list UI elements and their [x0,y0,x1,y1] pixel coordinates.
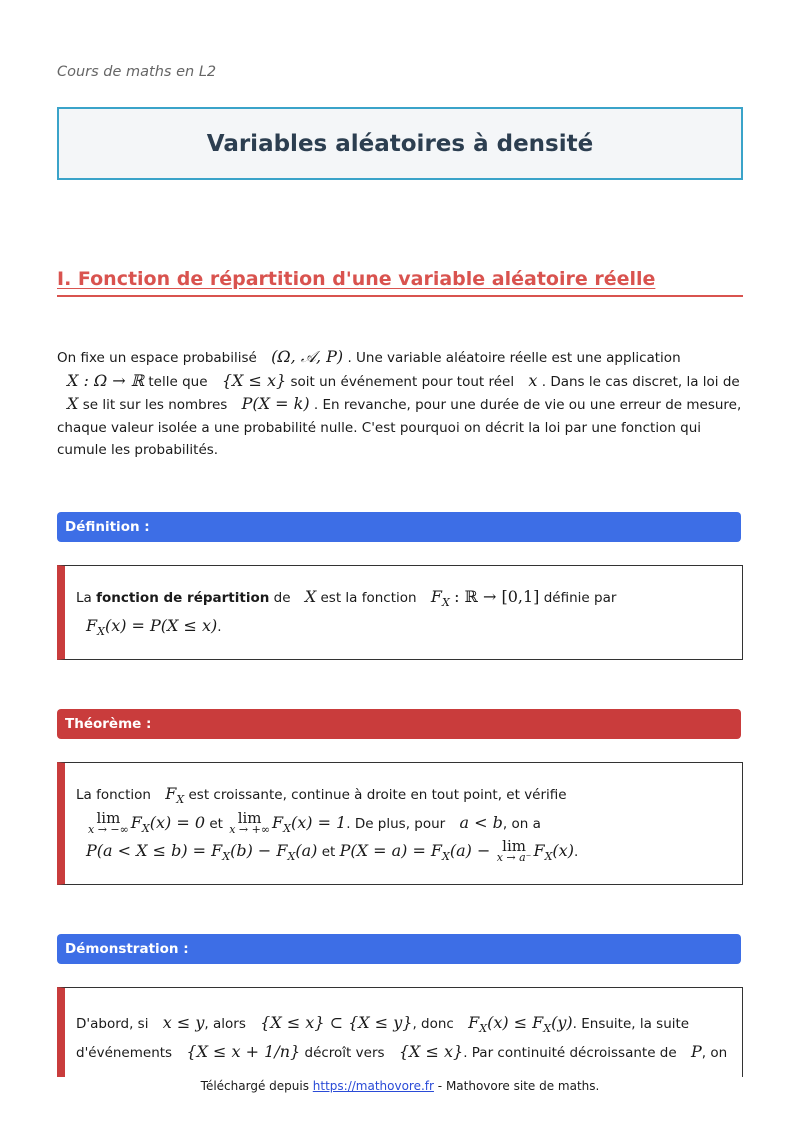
demonstration-box [57,987,743,1077]
math-event: {X ≤ x} [398,1041,464,1061]
thm-text: et [321,844,336,860]
math-FX: F [272,812,284,832]
math-subscript: X [287,850,296,863]
theorem-box [57,762,743,885]
footer-prefix: Téléchargé depuis [200,1079,309,1093]
math-event-inclusion: {X ≤ x} ⊂ {X ≤ y} [260,1013,413,1032]
math-FX: F [165,784,177,803]
intro-text: se lit sur les nombres [82,397,228,413]
math-a-less-b: a < b [459,812,503,832]
demo-text: D'abord, si [76,1016,149,1032]
demo-text: . Ensuite, la suite d'événements [76,1016,690,1061]
intro-text: . En revanche, pour une durée de vie ou une erreur de mesure, chaque valeur isolée a une probabilité nulle. C'est pourquoi on décrit la loi par une fonction qui cumule les probabilités. [57,397,742,458]
math-subscript: X [176,793,185,806]
math-point-prob: (a) − [449,841,491,860]
def-text: La [76,590,92,606]
def-text: définie par [543,590,617,606]
math-codomain: : ℝ → [0,1] [454,587,540,606]
math-pxk: P(X = k) [241,394,310,413]
demonstration-label: Démonstration : [65,941,189,957]
footer [0,1079,800,1093]
math-X: X [67,394,79,413]
math-subscript: X [543,1022,552,1035]
intro-text: On fixe un espace probabilisé [57,350,257,366]
math-cdf-def: (x) = P(X ≤ x) [104,615,218,635]
math-subscript: X [141,821,150,835]
section-heading-box [57,268,743,297]
demo-text: , donc [412,1016,454,1032]
def-text: est la fonction [320,590,417,606]
intro-paragraph [57,346,743,462]
definition-label: Définition : [65,519,150,535]
math-point-prob: (x) [552,841,574,860]
math-subscript: X [222,850,231,863]
math-subscript: X [97,624,105,638]
math-monotone: (x) ≤ F [487,1013,544,1032]
math-point-prob: P(X = a) = F [339,841,443,860]
limit-plus-infinity: lim x → +∞ [229,808,271,836]
thm-text: et [209,815,223,832]
thm-text: . De plus, pour [346,815,446,832]
math-x: x [528,370,538,390]
footer-link[interactable]: https://mathovore.fr [312,1079,434,1093]
demonstration-header [57,934,741,964]
math-limit-value: (x) = 1 [290,812,347,832]
math-interval-prob: P(a < X ≤ b) = F [86,841,223,860]
intro-text: . Une variable aléatoire réelle est une application [347,350,681,366]
math-interval-prob: (a) [295,841,318,860]
limit-minus-infinity: lim x → −∞ [88,808,129,836]
limit-left: lim x → a⁻ [496,837,532,864]
math-FX: F [130,812,142,832]
intro-text: . Dans le cas discret, la loi de [541,373,740,390]
math-subscript: X [544,850,553,863]
thm-text: La fonction [76,787,151,803]
math-FX: F [468,1013,480,1032]
math-subscript: X [442,596,450,609]
math-P: P [690,1041,702,1061]
math-random-variable: X : Ω → ℝ [67,370,145,390]
demo-text: . Par continuité décroissante de [463,1044,677,1061]
math-interval-prob: (b) − F [230,841,288,860]
math-probability-space: (Ω, 𝒜, P) [271,347,344,366]
title-box [57,107,743,180]
math-subscript: X [283,821,291,835]
math-FX: F [430,587,442,606]
math-monotone: (y) [551,1013,573,1032]
math-FX: F [86,615,98,635]
footer-suffix: - Mathovore site de maths. [437,1079,600,1093]
definition-header [57,512,741,542]
math-x-le-y: x ≤ y [162,1013,205,1032]
thm-text: . [573,844,579,860]
intro-text: soit un événement pour tout réel [290,373,515,390]
demo-text: décroît vers [304,1044,385,1061]
definition-box [57,565,743,660]
thm-text: , on a [502,815,541,832]
course-label: Cours de maths en L2 [57,64,217,80]
math-event: {X ≤ x} [221,370,287,390]
def-term: fonction de répartition [96,590,270,606]
intro-text: telle que [148,373,208,390]
thm-text: est croissante, continue à droite en tout point, et vérifie [188,787,567,803]
demo-text: , alors [204,1016,246,1032]
math-event-sequence: {X ≤ x + 1/n} [186,1041,301,1061]
section-heading: I. Fonction de répartition d'une variable aléatoire réelle [57,268,656,290]
def-text: de [273,590,291,606]
math-subscript: X [442,850,450,863]
theorem-label: Théorème : [65,716,152,732]
page-title: Variables aléatoires à densité [206,130,594,157]
def-text: . [217,618,222,635]
math-limit-value: (x) = 0 [149,812,206,832]
math-subscript: X [479,1022,488,1035]
demo-text: , on [701,1044,728,1061]
theorem-header [57,709,741,739]
math-X: X [304,587,317,606]
math-FX: F [533,841,545,860]
